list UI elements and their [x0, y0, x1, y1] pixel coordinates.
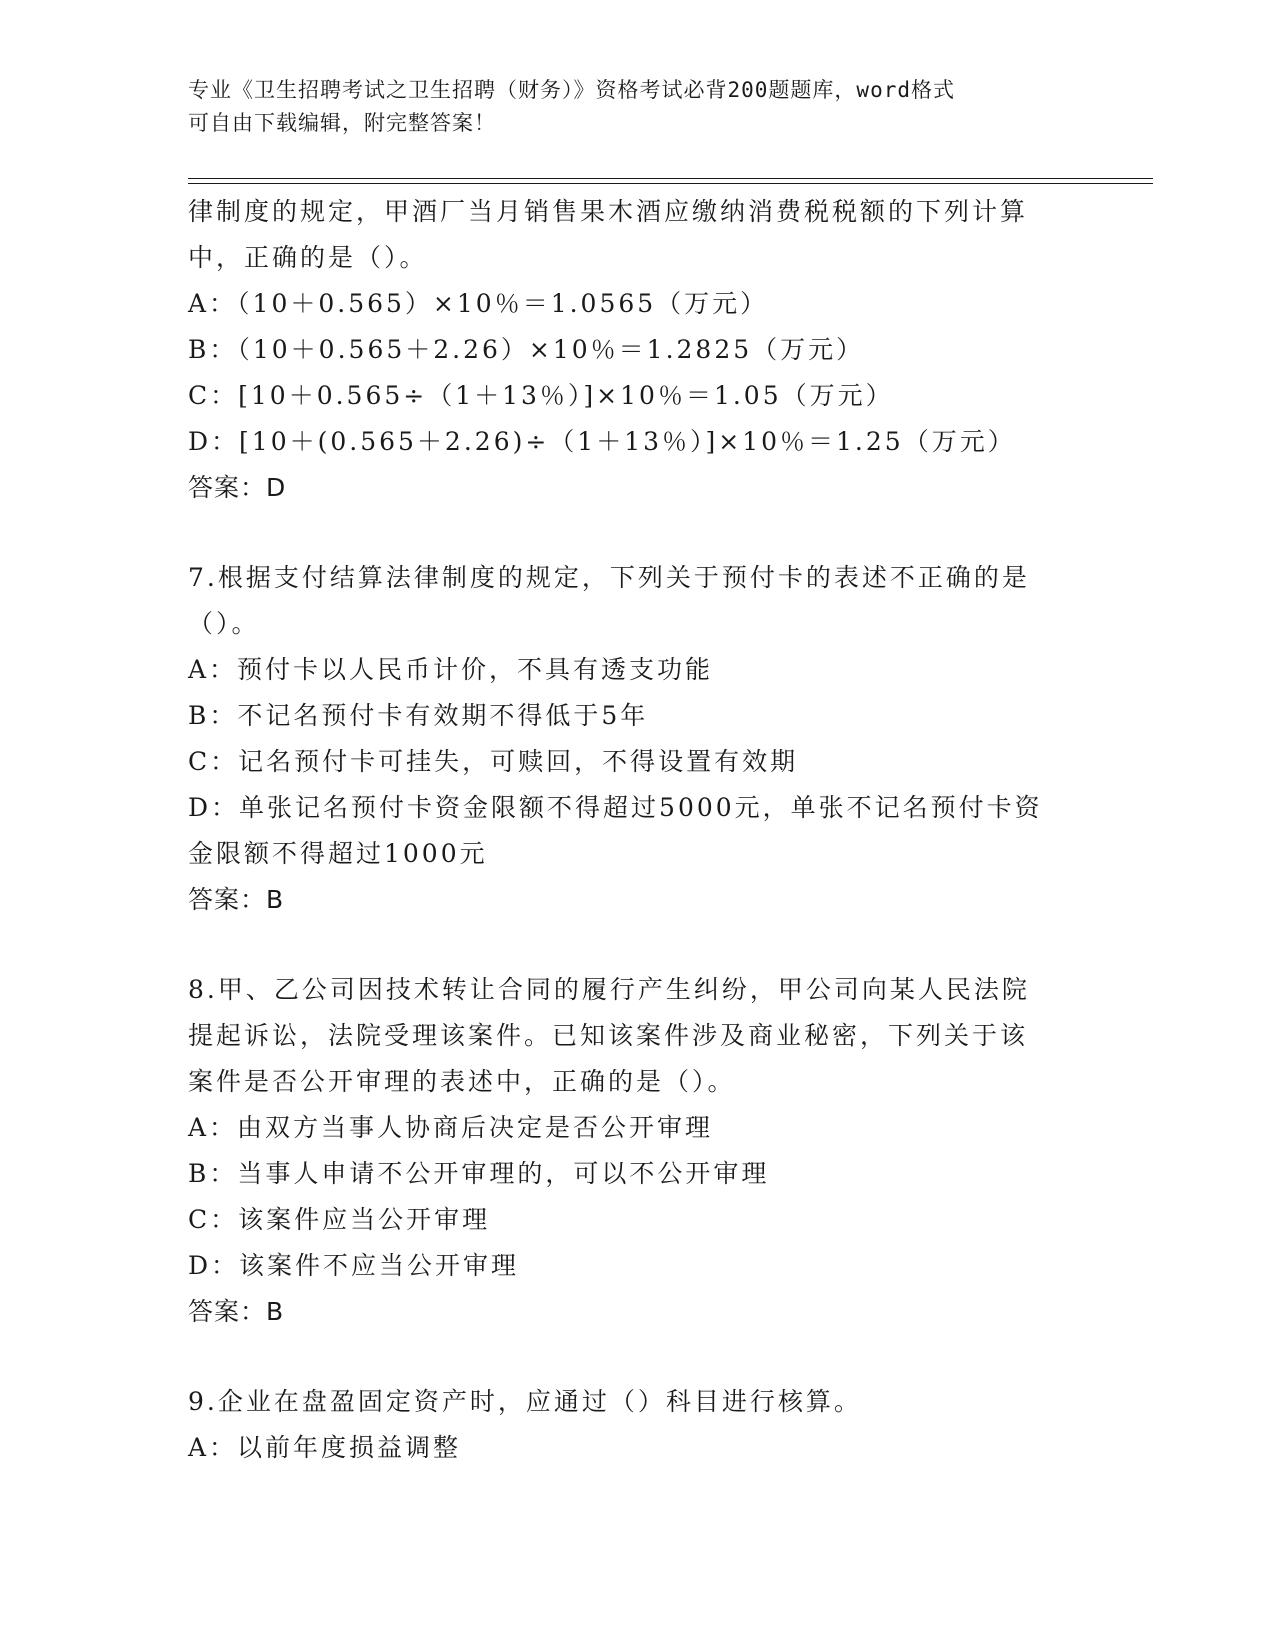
question-spacer: [188, 923, 1068, 967]
option-a: A：由双方当事人协商后决定是否公开审理: [188, 1113, 714, 1142]
answer-label: 答案：B: [188, 1297, 285, 1326]
header-divider-top: [188, 178, 1153, 179]
question-stem: 案件是否公开审理的表述中，正确的是（）。: [188, 1067, 736, 1096]
question-stem: （）。: [188, 609, 260, 638]
question-9: [188, 1379, 1068, 1471]
question-spacer: [188, 1335, 1068, 1379]
answer-label: 答案：D: [188, 473, 287, 502]
header-title-line-1: 专业《卫生招聘考试之卫生招聘（财务）》资格考试必背200题题库，word格式: [188, 78, 955, 102]
page-header: [188, 74, 1068, 140]
option-b: B：当事人申请不公开审理的，可以不公开审理: [188, 1159, 770, 1188]
question-stem: 律制度的规定，甲酒厂当月销售果木酒应缴纳消费税税额的下列计算: [188, 197, 1029, 226]
option-c: C：该案件应当公开审理: [188, 1205, 491, 1234]
answer-label: 答案：B: [188, 885, 285, 914]
option-a: A：预付卡以人民币计价，不具有透支功能: [188, 655, 714, 684]
option-c: C：[10＋0.565÷（1＋13％）]×10％＝1.05（万元）: [188, 381, 894, 410]
option-d-continued: 金限额不得超过1000元: [188, 839, 488, 868]
option-d: D：单张记名预付卡资金限额不得超过5000元，单张不记名预付卡资: [188, 793, 1043, 822]
question-stem: 9.企业在盘盈固定资产时，应通过（）科目进行核算。: [188, 1387, 862, 1416]
question-stem: 7.根据支付结算法律制度的规定，下列关于预付卡的表述不正确的是: [188, 563, 1030, 592]
question-stem: 提起诉讼，法院受理该案件。已知该案件涉及商业秘密，下列关于该: [188, 1021, 1029, 1050]
option-a: A：以前年度损益调整: [188, 1433, 462, 1462]
question-6: [188, 189, 1068, 511]
option-d: D：[10＋(0.565＋2.26)÷（1＋13％）]×10％＝1.25（万元）: [188, 427, 1016, 456]
option-d: D：该案件不应当公开审理: [188, 1251, 520, 1280]
question-stem: 中，正确的是（）。: [188, 243, 428, 272]
question-stem: 8.甲、乙公司因技术转让合同的履行产生纠纷，甲公司向某人民法院: [188, 975, 1030, 1004]
option-b: B：不记名预付卡有效期不得低于5年: [188, 701, 649, 730]
option-b: B：（10＋0.565＋2.26）×10％＝1.2825（万元）: [188, 335, 865, 364]
header-title-line-2: 可自由下载编辑，附完整答案！: [188, 111, 496, 135]
option-a: A：（10＋0.565）×10％＝1.0565（万元）: [188, 289, 769, 318]
question-8: [188, 967, 1068, 1335]
option-c: C：记名预付卡可挂失，可赎回，不得设置有效期: [188, 747, 799, 776]
question-7: [188, 555, 1068, 923]
question-spacer: [188, 511, 1068, 555]
header-divider-bottom: [188, 183, 1153, 184]
question-list: [188, 189, 1068, 1471]
